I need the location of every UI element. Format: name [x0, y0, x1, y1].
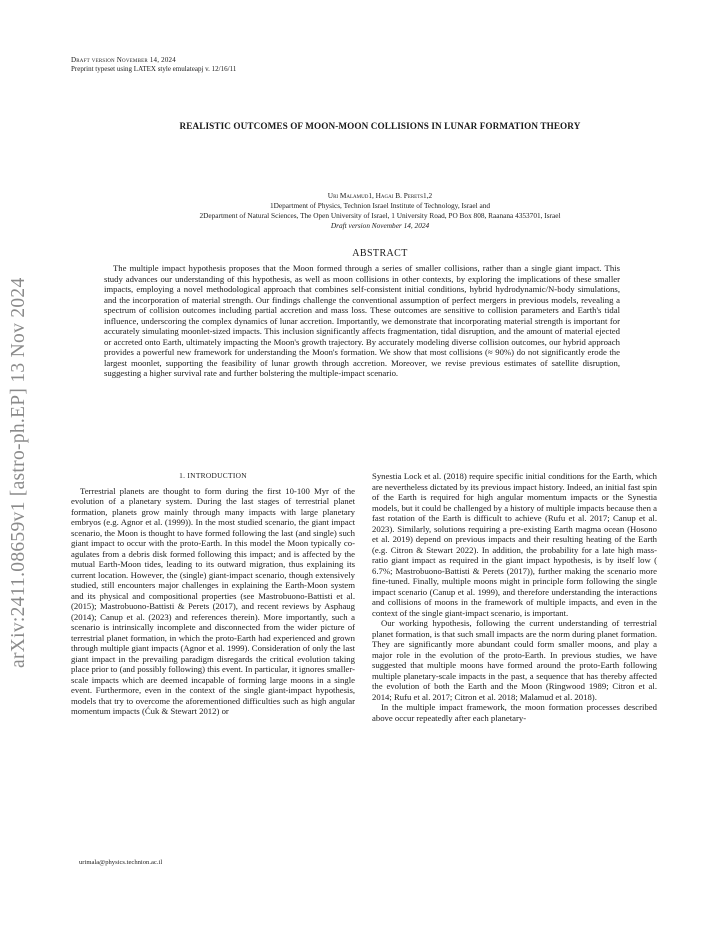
- section-heading-introduction: 1. INTRODUCTION: [179, 471, 247, 480]
- preprint-line: Preprint typeset using LATEX style emulateapj v. 12/16/11: [71, 65, 237, 73]
- affiliation-2: 2Department of Natural Sciences, The Open University of Israel, 1 University Road, PO Box 808, Raanana 4353701, Israel: [199, 211, 561, 220]
- left-column: [71, 471, 355, 717]
- intro-paragraph: In the multiple impact framework, the moon formation processes described above occur repeatedly after each planetary-: [372, 702, 657, 723]
- running-header: [71, 56, 236, 74]
- intro-paragraph: Our working hypothesis, following the current understanding of terrestrial planet formation, is that such small impacts are the norm during planet formation. They are significantly more abundant could form smaller moons, and play a major role in the evolution of the proto-Earth. In previous studies, we have suggested that multiple moons have formed around the proto-Earth following multiple planetary-scale impacts in the past, a sequence that has thereby affected the evolution of both the Earth and the Moon (Ringwood 1989; Citron et al. 2014; Rufu et al. 2017; Citron et al. 2018; Malamud et al. 2018).: [372, 618, 657, 702]
- paper-title: REALISTIC OUTCOMES OF MOON-MOON COLLISIONS IN LUNAR FORMATION THEORY: [179, 121, 581, 131]
- draft-version-line: Draft version November 14, 2024: [71, 56, 176, 64]
- author-block: [40, 191, 720, 231]
- abstract-heading: ABSTRACT: [352, 248, 408, 259]
- draft-version-date: Draft version November 14, 2024: [330, 221, 430, 230]
- author-email-footnote: urimala@physics.technion.ac.il: [79, 859, 163, 866]
- arxiv-identifier-stamp: arXiv:2411.08659v1 [astro-ph.EP] 13 Nov 2024: [8, 277, 29, 668]
- abstract-text: The multiple impact hypothesis proposes that the Moon formed through a series of smaller collisions, rather than a single giant impact. This study advances our understanding of this hypothesis, as well as moon collisions in other contexts, by exploring the implications of these smaller impacts, employing a novel methodological approach that combines self-consistent initial conditions, hybrid hydrodynamic/N-body simulations, and the incorporation of material strength. Our findings challenge the conventional assumption of perfect mergers in previous models, revealing a spectrum of collision outcomes including partial accretion and mass loss. These outcomes are sensitive to collision parameters and Earth's tidal influence, underscoring the complex dynamics of lunar accretion. Importantly, we demonstrate that incorporating material strength is important for accurately simulating moonlet-sized impacts. This inclusion significantly affects fragmentation, tidal disruption, and the amount of material ejected or accreted onto Earth, ultimately impacting the Moon's growth trajectory. By accurately modeling diverse collision outcomes, our hybrid approach provides a powerful new framework for understanding the Moon's formation. We show that most collisions (≈ 90%) do not significantly erode the largest moonlet, supporting the feasibility of lunar growth through accretion. Moreover, we revise previous estimates of satellite disruption, suggesting a higher survival rate and further bolstering the multiple-impact scenario.: [104, 263, 620, 378]
- right-column: [372, 471, 657, 723]
- intro-paragraph-continued: Synestia Lock et al. (2018) require specific initial conditions for the Earth, which are nevertheless dictated by its previous impact history. Indeed, an initial fast spin of the Earth is required for high angular momentum impacts or the Synestia models, but it could be challenged by a history of multiple impacts because then a fast rotation of the Earth is difficult to achieve (Rufu et al. 2017; Canup et al. 2023). Similarly, solutions requiring a pre-existing Earth magma ocean (Hosono et al. 2019) depend on previous impacts and their resulting heating of the Earth (e.g. Citron & Stewart 2022). In addition, the probability for a late high mass-ratio giant impact as required in the giant impact hypothesis, is by itself low ( 6.7%; Mastrobuono-Battisti & Perets (2017)), further making the scenario more fine-tuned. Finally, multiple moons might in principle form following the single impact scenario (Canup et al. 1999), and therefore understanding the interactions and collisions of moons in the framework of multiple impacts, and even in the context of the single giant-impact scenario, is important.: [372, 471, 657, 618]
- intro-paragraph: Terrestrial planets are thought to form during the first 10-100 Myr of the evolution of a planetary system. During the last stages of terrestrial planet formation, planets grow mainly through many impacts with large planetary embryos (e.g. Agnor et al. (1999)). In the most studied scenario, the giant impact scenario, the Moon is thought to have formed following the last (and single) such giant impact to occur with the proto-Earth. In this model the Moon typically co-agulates from a debris disk formed following this impact; and is affected by the mutual Earth-Moon tides, leading to its outward migration, thus explaining its current location. However, the (single) giant-impact scenario, though extensively studied, still encounters major challenges in explaining the Earth-Moon system and its physical and compositional properties (see Mastrobuono-Battisti et al. (2015); Mastrobuono-Battisti & Perets (2017), and recent reviews by Asphaug (2014); Canup et al. (2023) and references therein). More importantly, such a scenario is intrinsically incomplete and disconnected from the wider picture of terrestrial planet formation, in which the proto-Earth had experienced and grown through multiple giant impacts (Agnor et al. 1999). Consideration of only the last giant impact in the prevailing paradigm disregards the critical evolution taking place prior to (and possibly following) this event. In particular, it ignores smaller-scale impacts which are deemed incapable of forming large moons in a single event. Furthermore, even in the context of the single giant-impact hypothesis, models that try to overcome the aforementioned difficulties such as high angular momentum impacts (Ćuk & Stewart 2012) or: [71, 485, 355, 716]
- affiliation-1: 1Department of Physics, Technion Israel Institute of Technology, Israel and: [269, 201, 491, 210]
- author-names: Uri Malamud1, Hagai B. Perets1,2: [327, 191, 433, 200]
